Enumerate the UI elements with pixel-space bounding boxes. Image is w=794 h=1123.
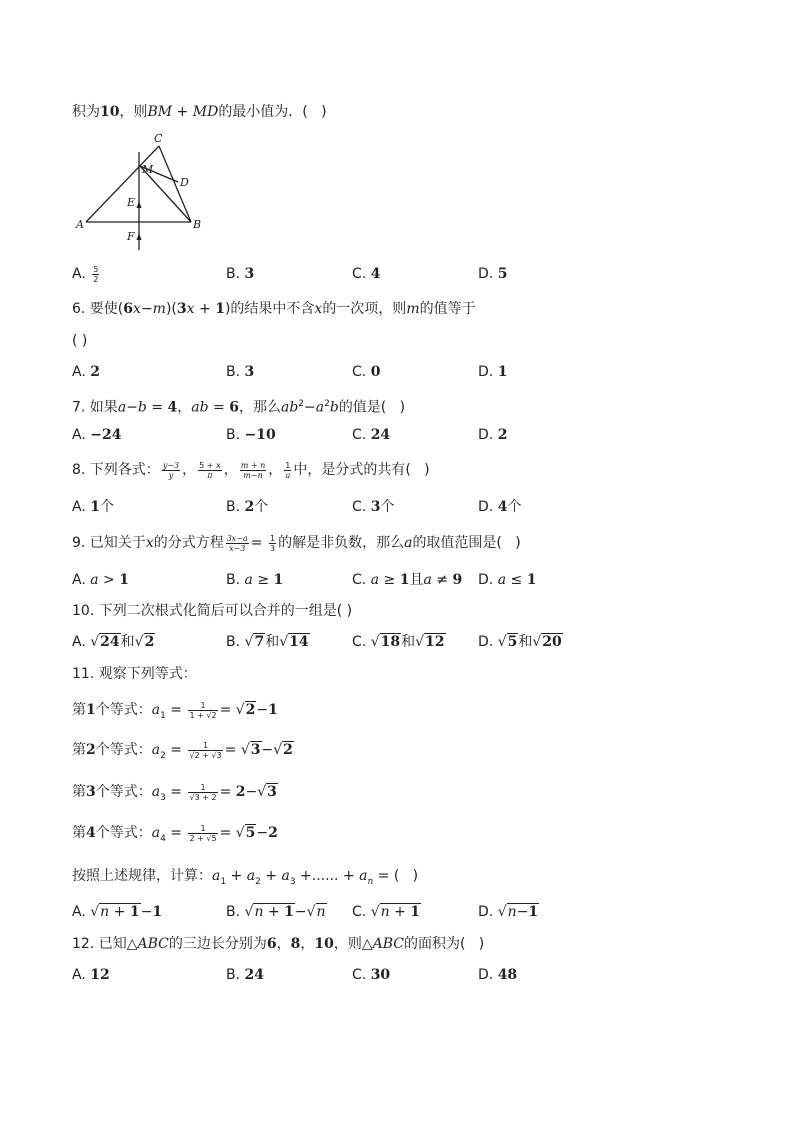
- q7-option-c[interactable]: C. 24: [352, 427, 391, 443]
- q8-option-c[interactable]: C. 3个: [352, 499, 395, 515]
- q5-option-b[interactable]: B. 3: [226, 266, 255, 282]
- q7-option-a[interactable]: A. −24: [72, 427, 122, 443]
- q11-stem: 11. 观察下列等式：: [72, 666, 197, 682]
- arrow-f-icon: [137, 233, 142, 240]
- label-f: F: [127, 230, 135, 243]
- q9-option-a[interactable]: A. a > 1: [72, 572, 129, 588]
- q11-eq3: 第3个等式：$a_3$ = $\frac{1}{√3 + 2}$ = 2−√3: [72, 782, 277, 803]
- q10-option-a[interactable]: A. √24和√2: [72, 634, 155, 650]
- q12-stem: 12. 已知△ABC的三边长分别为6，8，10，则△ABC的面积为( ): [72, 936, 485, 952]
- q5-option-a[interactable]: A. $\frac{5}{2}$: [72, 264, 99, 284]
- q6-option-d[interactable]: D. 1: [478, 364, 508, 380]
- q11-eq1: 第1个等式：$a_1$ = $\frac{1}{1 + √2}$ = √2−1: [72, 700, 278, 721]
- label-c: C: [154, 132, 163, 145]
- q6-option-a[interactable]: A. 2: [72, 364, 100, 380]
- q9-option-c[interactable]: C. a ≥ 1且a ≠ 9: [352, 572, 463, 588]
- q6-paren: ( ): [72, 333, 88, 349]
- q12-option-b[interactable]: B. 24: [226, 967, 264, 983]
- q7-stem: 7. 如果a−b = 4，ab = 6，那么$ab^2-a^2b$的值是( ): [72, 399, 406, 416]
- q11-option-b[interactable]: B. √n + 1−√n: [226, 904, 326, 920]
- q5-stem: 积为10，则BM + MD的最小值为．( ): [72, 104, 327, 120]
- q6-option-b[interactable]: B. 3: [226, 364, 255, 380]
- label-m: M: [142, 163, 154, 176]
- q11-ask: 按照上述规律，计算：$a_1 + a_2 + a_3$ +...... + $a_n$ = ( ): [72, 868, 419, 887]
- label-e: E: [127, 196, 136, 209]
- q10-option-b[interactable]: B. √7和√14: [226, 634, 309, 650]
- q5-geometry-figure: [72, 128, 212, 253]
- q11-eq4: 第4个等式：$a_4$ = $\frac{1}{2 + √5}$ = √5−2: [72, 823, 278, 844]
- q6-option-c[interactable]: C. 0: [352, 364, 381, 380]
- q8-option-b[interactable]: B. 2个: [226, 499, 269, 515]
- segment-ac: [86, 146, 159, 222]
- q9-option-b[interactable]: B. a ≥ 1: [226, 572, 284, 588]
- q7-option-b[interactable]: B. −10: [226, 427, 276, 443]
- q12-option-d[interactable]: D. 48: [478, 967, 518, 983]
- q12-option-c[interactable]: C. 30: [352, 967, 391, 983]
- q10-option-d[interactable]: D. √5和√20: [478, 634, 562, 650]
- q8-stem: 8. 下列各式： $\frac{y-3}{y}$ ， $\frac{5 + x}{\pi}$ ， $\frac{m + n}{m-n}$ ， $\frac{1}{a}$ 中，是分式的共有( ): [72, 460, 430, 480]
- label-b: B: [193, 218, 202, 231]
- q9-option-d[interactable]: D. a ≤ 1: [478, 572, 537, 588]
- q11-option-d[interactable]: D. √n−1: [478, 904, 539, 920]
- q8-option-a[interactable]: A. 1个: [72, 499, 114, 515]
- q11-option-a[interactable]: A. √n + 1−1: [72, 904, 163, 920]
- q11-option-c[interactable]: C. √n + 1: [352, 904, 421, 920]
- label-a: A: [76, 218, 84, 231]
- q10-stem: 10. 下列二次根式化简后可以合并的一组是( ): [72, 603, 353, 619]
- q5-option-d[interactable]: D. 5: [478, 266, 508, 282]
- q8-option-d[interactable]: D. 4个: [478, 499, 522, 515]
- q11-eq2: 第2个等式：$a_2$ = $\frac{1}{√2 + √3}$ = √3−√2: [72, 740, 293, 761]
- q6-stem: 6. 要使(6x−m)(3x + 1)的结果中不含x的一次项，则m的值等于: [72, 301, 476, 317]
- q7-option-d[interactable]: D. 2: [478, 427, 508, 443]
- arrow-e-icon: [137, 201, 142, 208]
- label-d: D: [180, 176, 189, 189]
- q12-option-a[interactable]: A. 12: [72, 967, 110, 983]
- q5-option-c[interactable]: C. 4: [352, 266, 381, 282]
- q10-option-c[interactable]: C. √18和√12: [352, 634, 445, 650]
- q9-stem: 9. 已知关于x的分式方程 $\frac{3x-a}{x-3}$ = $\frac{1}{3}$ 的解是非负数，那么a的取值范围是( ): [72, 533, 521, 553]
